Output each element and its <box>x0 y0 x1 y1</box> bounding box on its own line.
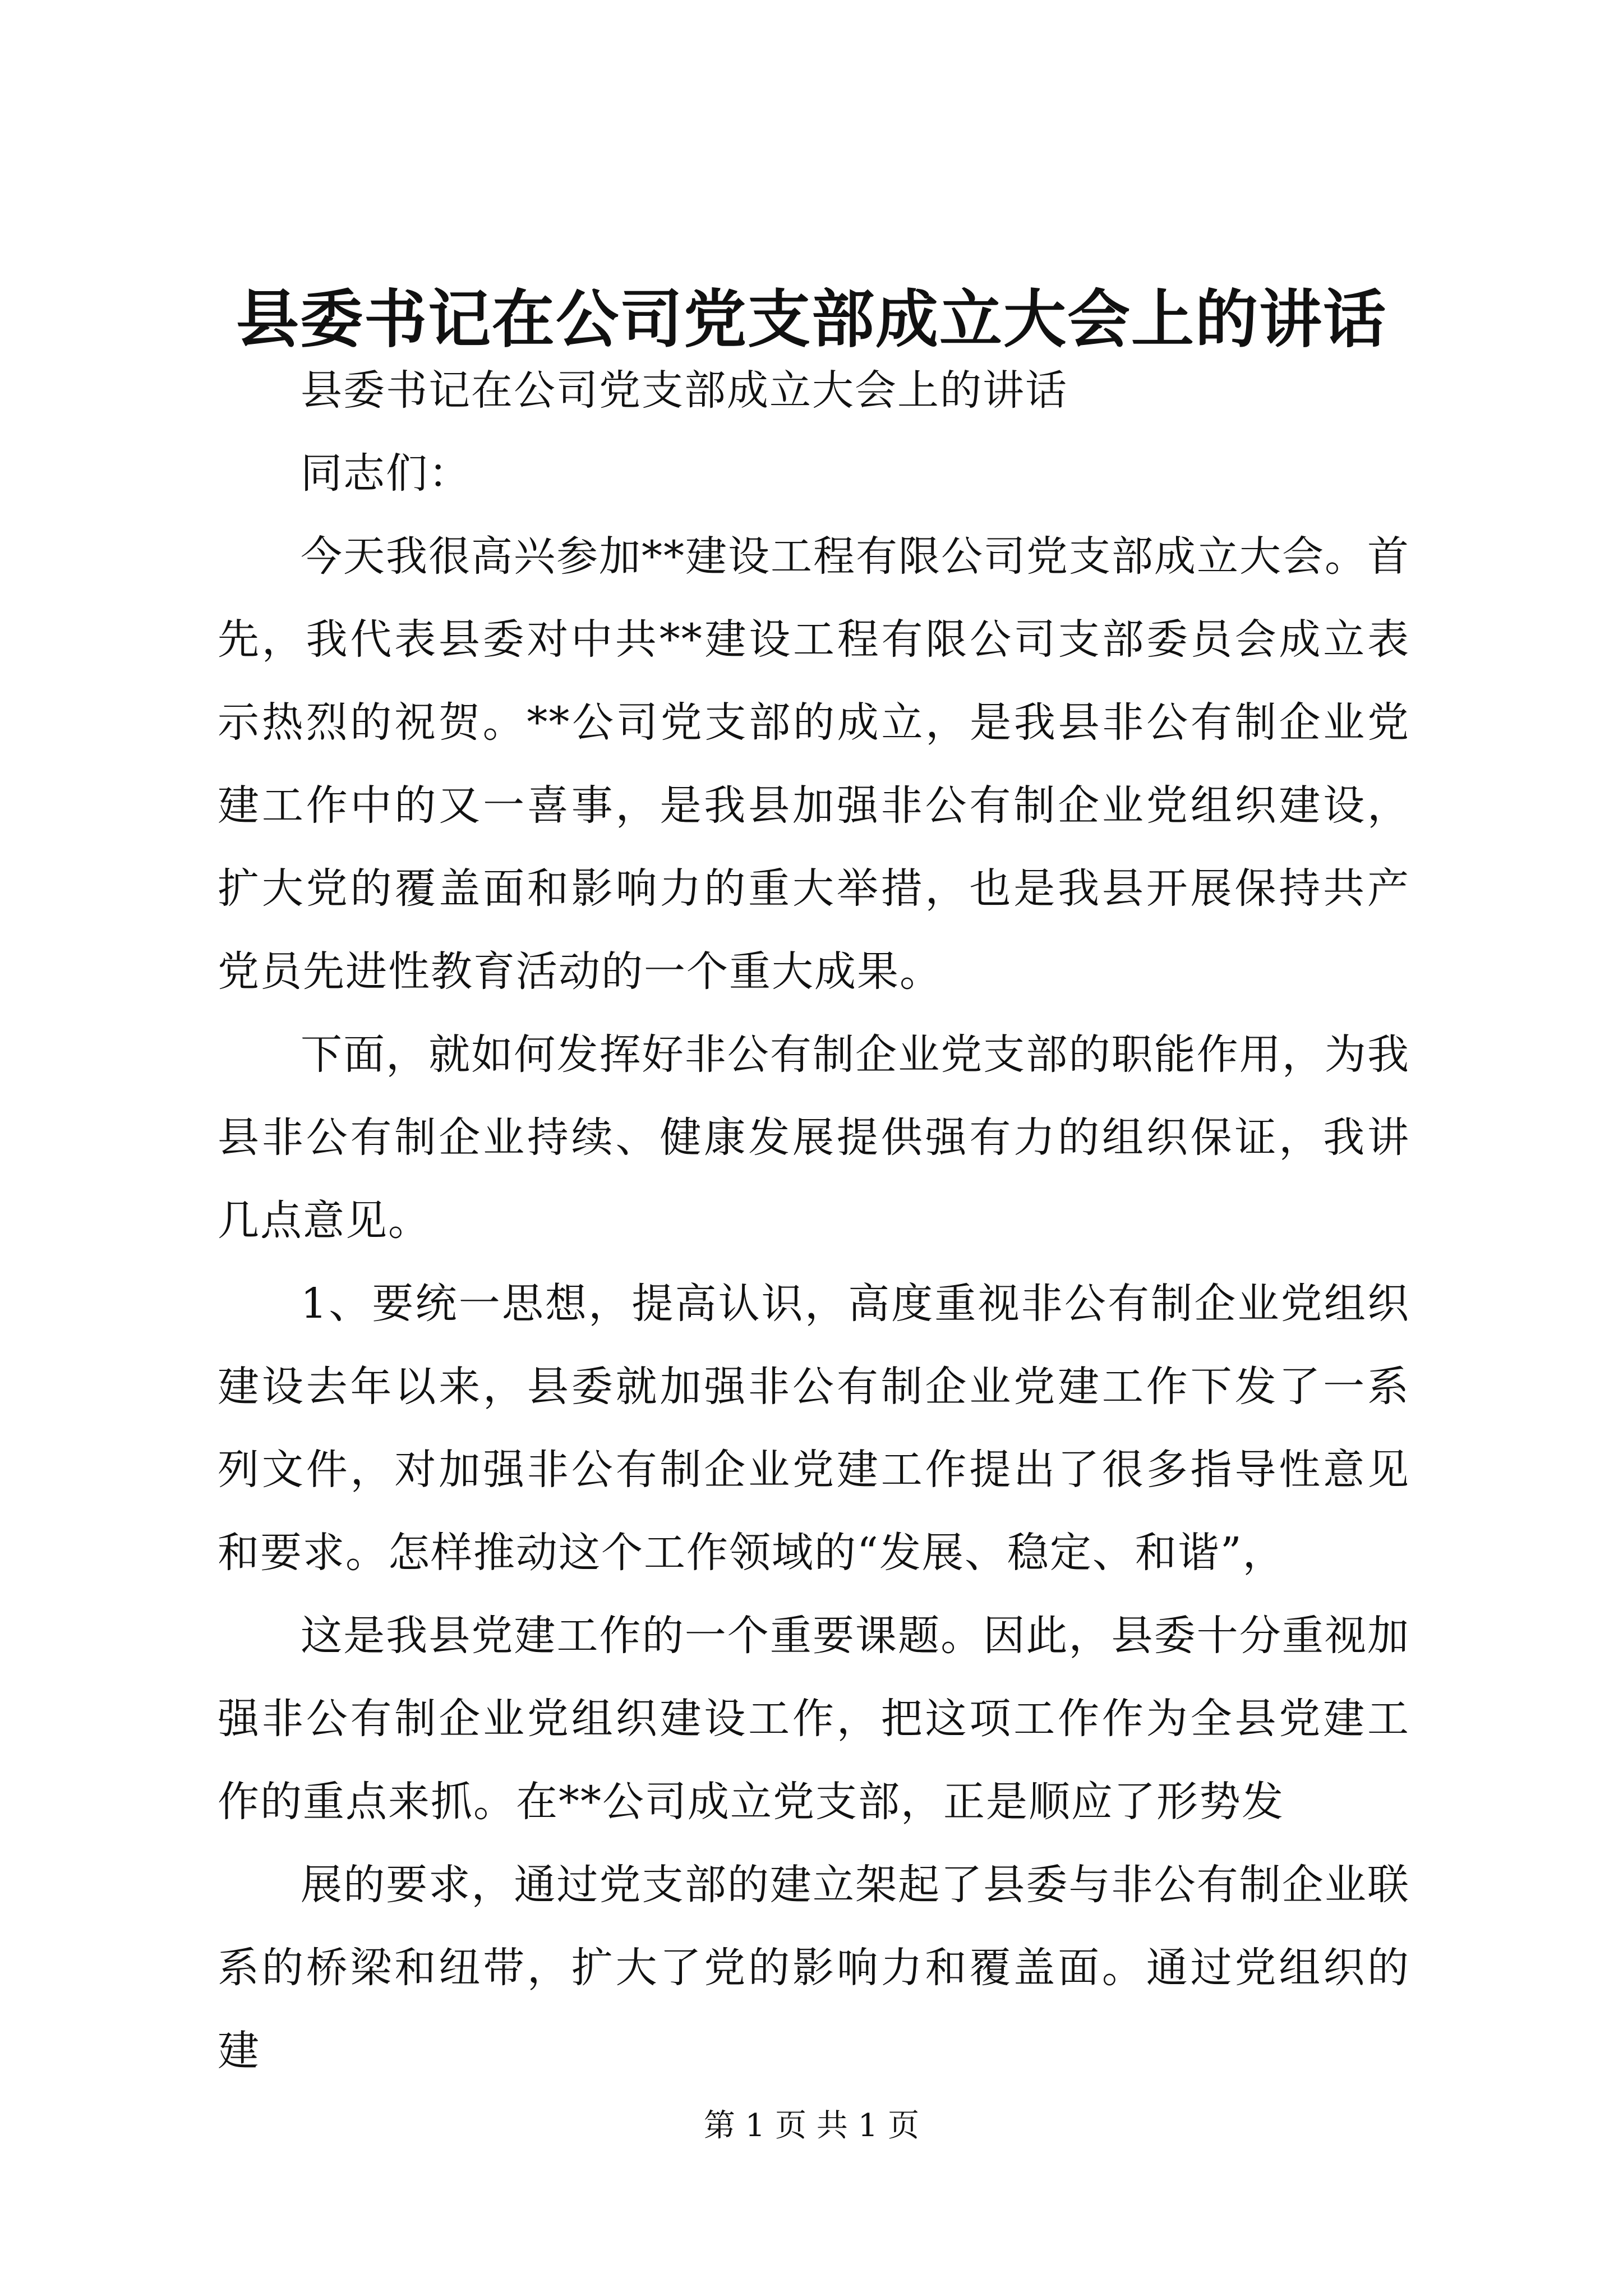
paragraph: 下面，就如何发挥好非公有制企业党支部的职能作用，为我县非公有制企业持续、健康发展提供强有力的组织保证，我讲几点意见。 <box>218 1030 1410 1245</box>
page-number-footer: 第 1 页 共 1 页 <box>703 2108 920 2144</box>
paragraph: 展的要求，通过党支部的建立架起了县委与非公有制企业联系的桥梁和纽带，扩大了党的影响力和覆盖面。通过党组织的建 <box>218 1861 1410 2075</box>
paragraph: 1、要统一思想，提高认识，高度重视非公有制企业党组织建设去年以来，县委就加强非公有制企业党建工作下发了一系列文件，对加强非公有制企业党建工作提出了很多指导性意见和要求。怎样推动这个工作领域的“发展、稳定、和谐”， <box>218 1280 1410 1577</box>
document-title: 县委书记在公司党支部成立大会上的讲话 <box>236 283 1387 356</box>
paragraph-salutation: 同志们： <box>301 449 471 498</box>
paragraph: 今天我很高兴参加**建设工程有限公司党支部成立大会。首先，我代表县委对中共**建设工程有限公司支部委员会成立表示热烈的祝贺。**公司党支部的成立，是我县非公有制企业党建工作中的又一喜事，是我县加强非公有制企业党组织建设，扩大党的覆盖面和影响力的重大举措，也是我县开展保持共产党员先进性教育活动的一个重大成果。 <box>218 532 1410 996</box>
document-body <box>218 349 1410 2092</box>
paragraph-subtitle: 县委书记在公司党支部成立大会上的讲话 <box>301 366 1068 415</box>
paragraph: 这是我县党建工作的一个重要课题。因此，县委十分重视加强非公有制企业党组织建设工作，把这项工作作为全县党建工作的重点来抓。在**公司成立党支部，正是顺应了形势发 <box>218 1612 1410 1826</box>
